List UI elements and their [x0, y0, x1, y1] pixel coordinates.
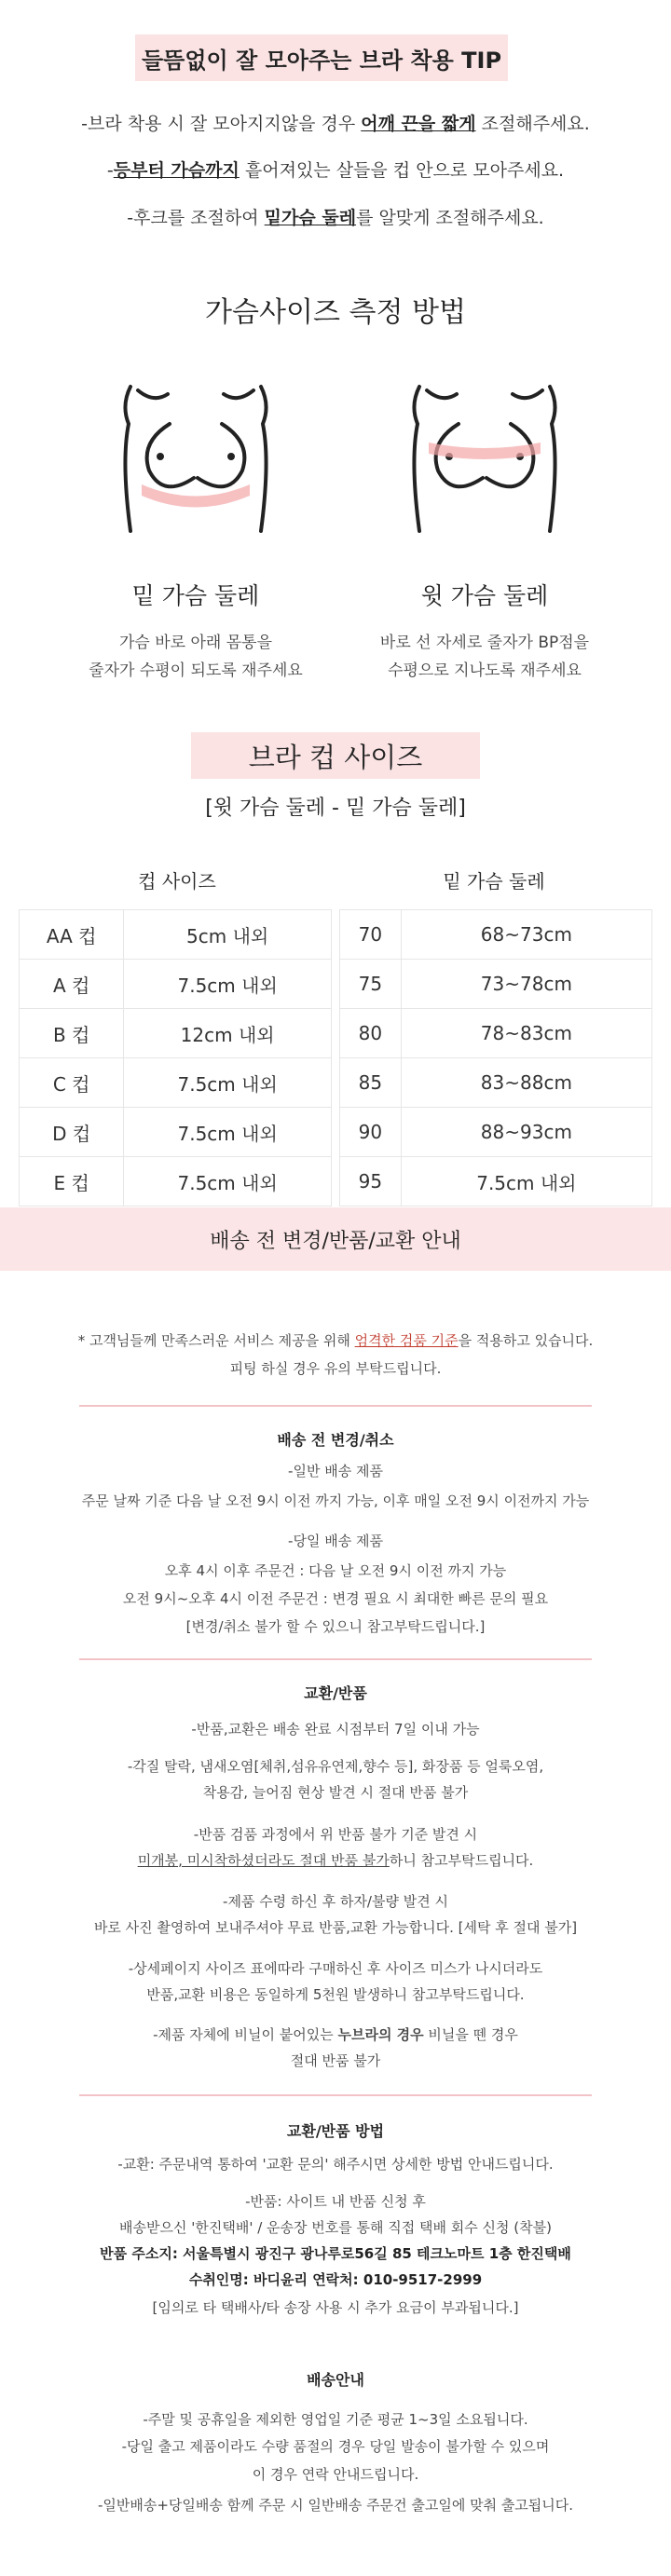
method-line: -교환: 주문내역 통하여 '교환 문의' 해주시면 상세한 방법 안내드립니다. — [117, 2156, 554, 2173]
cancel-line: [변경/취소 불가 할 수 있으니 참고부탁드립니다.] — [185, 1618, 486, 1635]
delivery-line: -일반배송+당일배송 함께 주문 시 일반배송 주문건 출고일에 맞춰 출고됩니다. — [97, 2497, 574, 2514]
cup-size-cell: 7.5cm 내외 — [124, 960, 332, 1009]
tip-line-1: -브라 착용 시 잘 모아지지않을 경우 어깨 끈을 짧게 조절해주세요. — [81, 114, 590, 134]
tip-line-3: -후크를 조절하여 밑가슴 둘레를 알맞게 조절해주세요. — [127, 208, 544, 228]
cup-size-subtitle: [윗 가슴 둘레 - 밑 가슴 둘레] — [205, 797, 466, 820]
cup-size-cell: AA 컵 — [20, 910, 124, 960]
under-bust-cell: 7.5cm 내외 — [401, 1157, 651, 1206]
delivery-line: -당일 출고 제품이라도 수량 품절의 경우 당일 발송이 불가할 수 있으며 — [121, 2438, 550, 2455]
under-bust-row — [340, 910, 652, 960]
section-head-method: 교환/반품 방법 — [286, 2122, 385, 2140]
method-line: -반품: 사이트 내 반품 신청 후 — [245, 2193, 426, 2210]
under-bust-row — [340, 1058, 652, 1108]
upper-bust-figure — [401, 368, 568, 536]
return-line: -제품 자체에 비닐이 붙어있는 누브라의 경우 비닐을 뗀 경우 — [153, 2026, 518, 2043]
return-line: 반품,교환 비용은 동일하게 5천원 발생하니 참고부탁드립니다. — [146, 1986, 525, 2003]
under-bust-title: 밑 가슴 둘레 — [131, 582, 260, 609]
under-bust-cell: 73~78cm — [401, 960, 651, 1009]
measure-title: 가슴사이즈 측정 방법 — [205, 296, 466, 329]
notice-intro-2: 피팅 하실 경우 유의 부탁드립니다. — [229, 1360, 442, 1377]
cup-size-cell: 7.5cm 내외 — [124, 1108, 332, 1157]
delivery-line: 이 경우 연락 안내드립니다. — [252, 2466, 419, 2483]
divider — [79, 2094, 592, 2096]
divider — [79, 1658, 592, 1660]
return-line: 착용감, 늘어짐 현상 발견 시 절대 반품 불가 — [202, 1784, 469, 1801]
return-line: 미개봉, 미시착하셨더라도 절대 반품 불가하니 참고부탁드립니다. — [137, 1852, 534, 1869]
upper-bust-desc-1: 바로 선 자세로 줄자가 BP점을 — [379, 634, 590, 652]
under-bust-cell: 88~93cm — [401, 1108, 651, 1157]
cup-column-header: 컵 사이즈 — [138, 870, 216, 893]
cup-size-cell: C 컵 — [20, 1058, 124, 1108]
cup-size-cell: 5cm 내외 — [124, 910, 332, 960]
cup-size-row — [20, 910, 332, 960]
under-bust-row — [340, 1157, 652, 1206]
under-bust-figure — [112, 368, 280, 536]
return-line: -반품 검품 과정에서 위 반품 불가 기준 발견 시 — [193, 1826, 478, 1843]
cup-size-cell: D 컵 — [20, 1108, 124, 1157]
cup-size-cell: 7.5cm 내외 — [124, 1157, 332, 1206]
under-bust-desc-1: 가슴 바로 아래 몸통을 — [118, 634, 272, 652]
section-head-return: 교환/반품 — [304, 1684, 367, 1702]
cup-size-row — [20, 1108, 332, 1157]
cancel-line: -당일 배송 제품 — [288, 1533, 383, 1549]
method-line: [임의로 타 택배사/타 송장 사용 시 추가 요금이 부과됩니다.] — [152, 2299, 519, 2316]
under-bust-cell: 68~73cm — [401, 910, 651, 960]
cup-size-cell: E 컵 — [20, 1157, 124, 1206]
divider — [79, 1405, 592, 1407]
under-bust-row — [340, 1009, 652, 1058]
notice-intro-1: * 고객님들께 만족스러운 서비스 제공을 위해 엄격한 검품 기준을 적용하고 있습니다. — [77, 1332, 594, 1349]
upper-bust-desc-2: 수평으로 지나도록 재주세요 — [388, 661, 582, 680]
upper-bust-title: 윗 가슴 둘레 — [420, 582, 549, 609]
tip-line-2: -등부터 가슴까지 흩어져있는 살들을 컵 안으로 모아주세요. — [106, 160, 565, 181]
cup-size-title: 브라 컵 사이즈 — [191, 732, 480, 779]
under-column-header: 밑 가슴 둘레 — [443, 870, 545, 893]
method-line: 수취인명: 바디윤리 연락처: 010-9517-2999 — [188, 2271, 483, 2288]
under-bust-cell: 80 — [340, 1009, 402, 1058]
return-line: -각질 탈락, 냄새오염[체취,섬유유연제,향수 등], 화장품 등 얼룩오염, — [127, 1758, 544, 1775]
return-line: -반품,교환은 배송 완료 시점부터 7일 이내 가능 — [191, 1721, 480, 1738]
under-bust-row — [340, 960, 652, 1009]
method-line: 배송받으신 '한진택배' / 운송장 번호를 통해 직접 택배 회수 신청 (착불) — [119, 2219, 552, 2236]
cancel-line: -일반 배송 제품 — [288, 1463, 383, 1479]
section-head-delivery: 배송안내 — [307, 2371, 364, 2389]
under-bust-row — [340, 1108, 652, 1157]
under-bust-cell: 95 — [340, 1157, 402, 1206]
tip-title: 들뜸없이 잘 모아주는 브라 착용 TIP — [135, 34, 508, 81]
under-bust-cell: 70 — [340, 910, 402, 960]
cancel-line: 오후 4시 이후 주문건 : 다음 날 오전 9시 이전 까지 가능 — [164, 1562, 507, 1579]
section-head-cancel: 배송 전 변경/취소 — [277, 1431, 394, 1449]
under-bust-cell: 83~88cm — [401, 1058, 651, 1108]
cup-size-cell: B 컵 — [20, 1009, 124, 1058]
delivery-line: -주말 및 공휴일을 제외한 영업일 기준 평균 1~3일 소요됩니다. — [143, 2411, 528, 2428]
notice-title: 배송 전 변경/반품/교환 안내 — [0, 1207, 671, 1271]
under-bust-desc-2: 줄자가 수평이 되도록 재주세요 — [89, 661, 303, 680]
cup-size-row — [20, 1058, 332, 1108]
under-bust-cell: 75 — [340, 960, 402, 1009]
return-line: 바로 사진 촬영하여 보내주셔야 무료 반품,교환 가능합니다. [세탁 후 절대 불가] — [93, 1919, 578, 1936]
under-bust-cell: 78~83cm — [401, 1009, 651, 1058]
under-bust-table — [339, 909, 652, 1206]
under-bust-cell: 85 — [340, 1058, 402, 1108]
under-bust-cell: 90 — [340, 1108, 402, 1157]
cup-size-table — [19, 909, 332, 1206]
cup-size-cell: 12cm 내외 — [124, 1009, 332, 1058]
cup-size-row — [20, 1009, 332, 1058]
cancel-line: 오전 9시~오후 4시 이전 주문건 : 변경 필요 시 최대한 빠른 문의 필요 — [122, 1590, 549, 1607]
return-line: 절대 반품 불가 — [290, 2052, 381, 2069]
cancel-line: 주문 날짜 기준 다음 날 오전 9시 이전 까지 가능, 이후 매일 오전 9시 이전까지 가능 — [81, 1492, 590, 1509]
cup-size-cell: 7.5cm 내외 — [124, 1058, 332, 1108]
return-line: -제품 수령 하신 후 하자/불량 발견 시 — [223, 1893, 448, 1910]
cup-size-cell: A 컵 — [20, 960, 124, 1009]
return-line: -상세페이지 사이즈 표에따라 구매하신 후 사이즈 미스가 나시더라도 — [128, 1960, 543, 1977]
cup-size-row — [20, 960, 332, 1009]
cup-size-row — [20, 1157, 332, 1206]
method-line: 반품 주소지: 서울특별시 광진구 광나루로56길 85 테크노마트 1층 한진택배 — [100, 2245, 571, 2262]
